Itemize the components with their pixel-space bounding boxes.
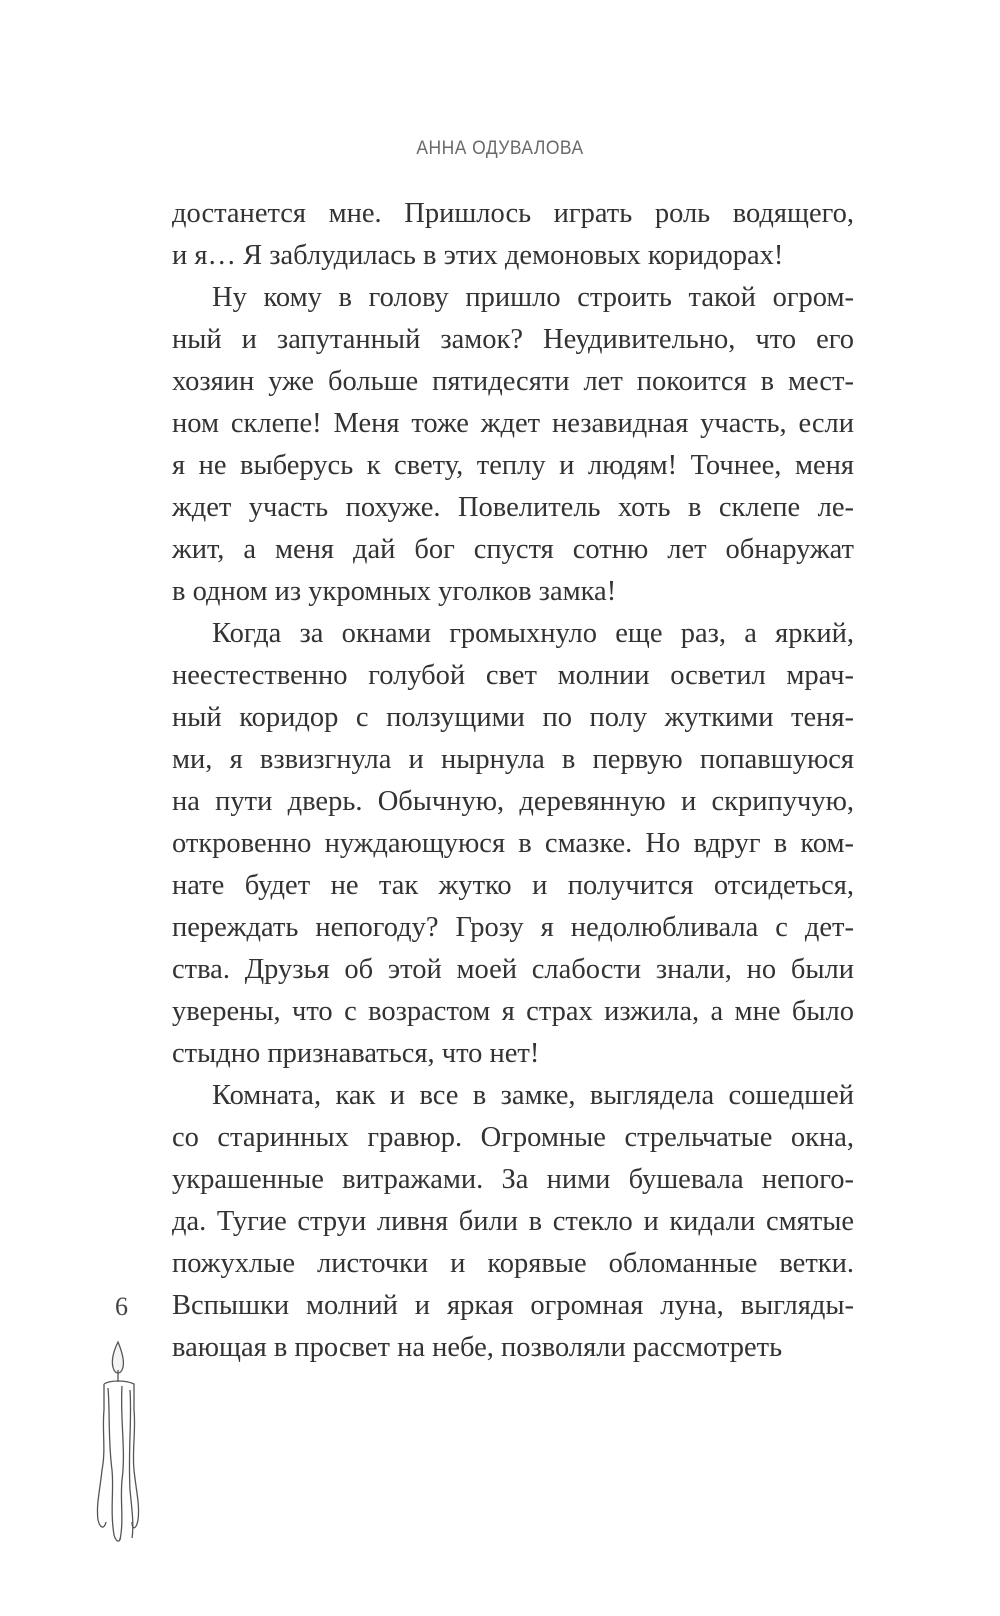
text-line: Ну кому в голову пришло строить такой огром- [212,282,854,313]
text-line: ный и запутанный замок? Неудивительно, что его [172,324,854,355]
text-line: жит, а меня дай бог спустя сотню лет обнаружат [172,534,854,565]
text-line: переждать непогоду? Грозу я недолюбливала с дет- [172,912,854,943]
text-line: вающая в просвет на небе, позволяли рассмотреть [172,1332,783,1363]
text-line: нате будет не так жутко и получится отсидеться, [172,870,854,901]
running-head-author: АННА ОДУВАЛОВА [416,138,584,159]
text-line: я не выберусь к свету, теплу и людям! Точнее, меня [172,450,854,481]
text-line: Вспышки молний и яркая огромная луна, выгляды- [172,1290,854,1321]
text-line: в одном из укромных уголков замка! [172,576,617,607]
text-line: уверены, что с возрастом я страх изжила, а мне было [172,996,854,1027]
body-text [172,193,854,1369]
text-line: пожухлые листочки и корявые обломанные ветки. [172,1248,854,1279]
text-line: Комната, как и все в замке, выглядела сошедшей [212,1080,854,1111]
text-line: откровенно нуждающуюся в смазке. Но вдруг в ком- [172,828,854,859]
text-line: да. Тугие струи ливня били в стекло и кидали смятые [172,1206,854,1237]
text-line: хозяин уже больше пятидесяти лет покоится в мест- [172,366,854,397]
text-line: украшенные витражами. За ними бушевала непого- [172,1164,854,1195]
candle-icon [92,1340,144,1550]
text-line: ный коридор с ползущими по полу жуткими теня- [172,702,854,733]
text-line: и я… Я заблудилась в этих демоновых коридорах! [172,240,784,271]
page-number: 6 [115,1292,128,1321]
text-line: стыдно признаваться, что нет! [172,1038,540,1069]
text-line: неестественно голубой свет молнии осветил мрач- [172,660,854,691]
text-line: со старинных гравюр. Огромные стрельчатые окна, [172,1122,854,1153]
text-line: Когда за окнами громыхнуло еще раз, а яркий, [212,618,854,649]
text-line: ждет участь похуже. Повелитель хоть в склепе ле- [172,492,854,523]
text-line: ства. Друзья об этой моей слабости знали, но были [172,954,854,985]
text-line: достанется мне. Пришлось играть роль водящего, [172,198,854,229]
text-line: на пути дверь. Обычную, деревянную и скрипучую, [172,786,854,817]
text-line: ми, я взвизгнула и нырнула в первую попавшуюся [172,744,854,775]
text-line: ном склепе! Меня тоже ждет незавидная участь, если [172,408,854,439]
